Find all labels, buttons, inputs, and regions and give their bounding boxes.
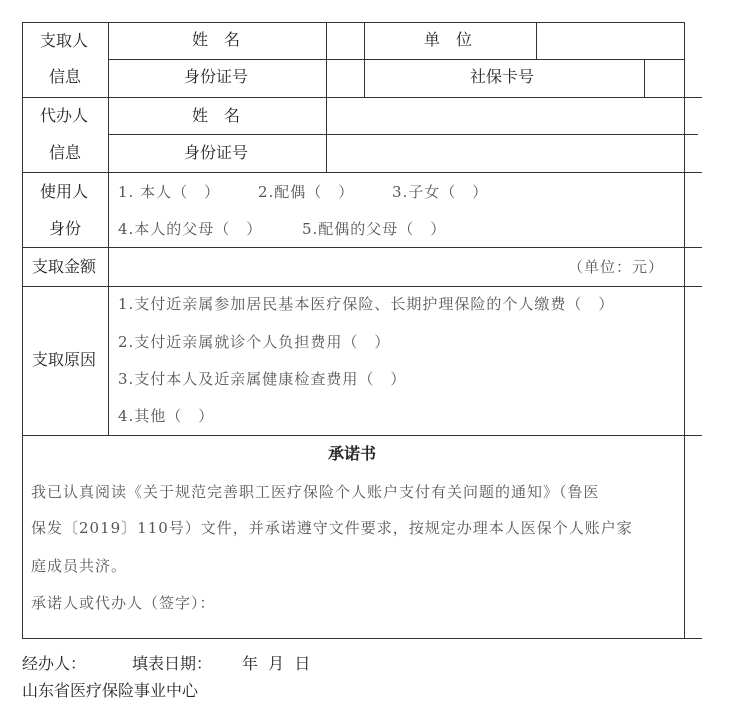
table-divider [22,286,702,287]
footer-handler: 经办人： [22,654,87,673]
cell-divider [536,22,537,59]
table-divider [22,247,702,248]
applicant-label-line1: 支取人 [40,31,89,50]
applicant-name-label: 姓 名 [192,30,241,49]
amount-label: 支取金额 [32,257,97,276]
pledge-signature: 承诺人或代办人（签字）： [31,594,216,612]
identity-option[interactable]: 1. 本人（ ） [118,183,221,201]
applicant-unit-label: 单 位 [424,30,473,49]
table-divider [108,59,684,60]
table-divider [108,134,698,135]
identity-option[interactable]: 4.本人的父母（ ） [118,220,263,238]
reason-option[interactable]: 3.支付本人及近亲属健康检查费用（ ） [118,370,407,388]
pledge-text-line: 保发〔2019〕110号）文件，并承诺遵守文件要求，按规定办理本人医保个人账户家 [31,519,633,537]
cell-divider [326,22,327,172]
label-column-divider [108,22,109,435]
footer-date-label: 填表日期： [132,654,213,673]
agent-id-label: 身份证号 [184,143,249,162]
amount-unit: （单位：元） [568,258,665,276]
table-border-right [684,22,685,639]
user-identity-label-line1: 使用人 [40,182,89,201]
table-border-left [22,22,23,639]
identity-option[interactable]: 2.配偶（ ） [258,183,355,201]
pledge-text-line: 我已认真阅读《关于规范完善职工医疗保险个人账户支付有关问题的通知》（鲁医 [31,483,600,501]
applicant-label-line2: 信息 [49,67,82,86]
table-divider [22,97,702,98]
cell-divider [644,59,645,97]
footer-org: 山东省医疗保险事业中心 [22,681,199,700]
table-border-bottom [22,638,702,639]
footer-date-value: 年 月 日 [242,654,311,673]
applicant-id-label: 身份证号 [184,67,249,86]
table-divider [22,172,702,173]
identity-option[interactable]: 5.配偶的父母（ ） [302,220,447,238]
agent-label-line2: 信息 [49,143,82,162]
reason-option[interactable]: 2.支付近亲属就诊个人负担费用（ ） [118,333,391,351]
pledge-title: 承诺书 [328,444,377,463]
table-divider [22,435,702,436]
reason-label: 支取原因 [32,350,97,369]
cell-divider [364,22,365,97]
pledge-text-line: 庭成员共济。 [31,557,128,575]
application-form [22,22,728,639]
applicant-social-card-label: 社保卡号 [470,67,535,86]
table-border-top [22,22,684,23]
reason-option[interactable]: 4.其他（ ） [118,407,215,425]
user-identity-label-line2: 身份 [49,219,82,238]
agent-name-label: 姓 名 [192,106,241,125]
identity-option[interactable]: 3.子女（ ） [392,183,489,201]
reason-option[interactable]: 1.支付近亲属参加居民基本医疗保险、长期护理保险的个人缴费（ ） [118,295,615,313]
agent-label-line1: 代办人 [40,106,89,125]
